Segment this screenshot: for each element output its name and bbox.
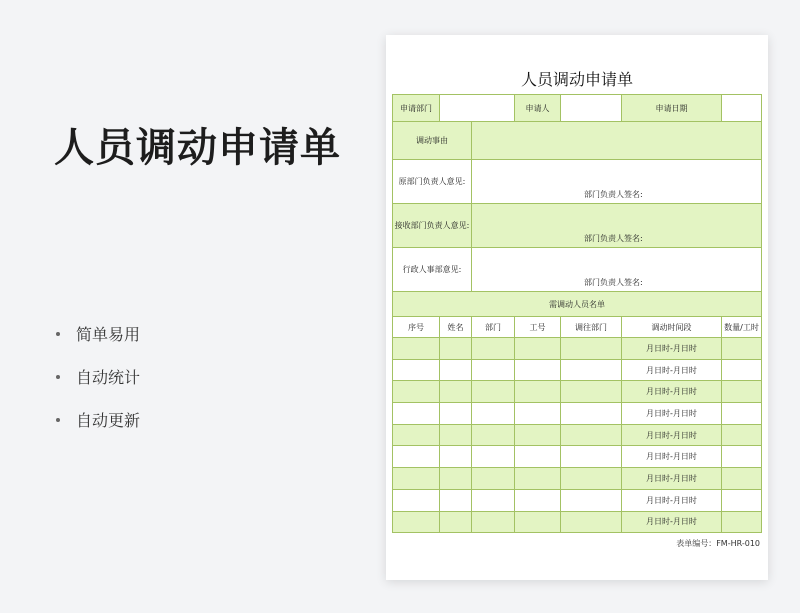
table-cell[interactable] [515,468,561,490]
table-cell[interactable] [440,359,472,381]
applicant-dept-field[interactable] [440,95,515,122]
table-row [393,511,762,533]
signature-label: 部门负责人签名: [584,278,643,287]
table-cell[interactable] [561,403,622,425]
column-header: 调动时间段 [622,317,722,338]
form-number: 表单编号：FM-HR-010 [676,539,760,548]
table-cell[interactable] [393,403,440,425]
table-cell[interactable] [515,359,561,381]
recv-dept-opinion-label: 接收部门负责人意见: [393,204,472,248]
table-cell[interactable] [472,468,515,490]
table-cell[interactable] [515,511,561,533]
table-cell[interactable] [472,359,515,381]
period-cell[interactable]: 月日时-月日时 [622,403,722,425]
recv-dept-opinion-field[interactable] [472,204,762,248]
period-cell[interactable]: 月日时-月日时 [622,424,722,446]
table-cell[interactable] [472,338,515,360]
reason-field[interactable] [472,122,762,160]
table-cell[interactable] [472,403,515,425]
table-cell[interactable] [722,359,762,381]
table-cell[interactable] [515,424,561,446]
table-row [393,424,762,446]
table-cell[interactable] [393,468,440,490]
form-title: 人员调动申请单 [520,70,633,89]
table-cell[interactable] [561,511,622,533]
table-cell[interactable] [393,489,440,511]
form-preview-sheet [386,35,768,580]
column-header: 调往部门 [561,317,622,338]
period-cell[interactable]: 月日时-月日时 [622,446,722,468]
column-header: 部门 [472,317,515,338]
table-cell[interactable] [561,381,622,403]
feature-list [56,312,140,441]
hr-opinion-label: 行政人事部意见: [393,248,472,292]
table-cell[interactable] [561,359,622,381]
table-row [393,338,762,360]
feature-label: 简单易用 [76,325,141,344]
table-cell[interactable] [393,446,440,468]
table-cell[interactable] [393,359,440,381]
table-cell[interactable] [472,381,515,403]
applicant-dept-label: 申请部门 [393,95,440,122]
table-cell[interactable] [393,338,440,360]
table-cell[interactable] [722,381,762,403]
column-header: 数量/工时 [722,317,762,338]
period-cell[interactable]: 月日时-月日时 [622,489,722,511]
period-cell[interactable]: 月日时-月日时 [622,359,722,381]
list-title: 需调动人员名单 [393,292,762,317]
table-cell[interactable] [515,338,561,360]
column-header: 姓名 [440,317,472,338]
apply-date-field[interactable] [722,95,762,122]
hr-opinion-field[interactable] [472,248,762,292]
table-cell[interactable] [472,446,515,468]
table-cell[interactable] [722,338,762,360]
period-cell[interactable]: 月日时-月日时 [622,381,722,403]
table-row [393,359,762,381]
period-cell[interactable]: 月日时-月日时 [622,468,722,490]
bullet-icon [56,332,60,336]
table-cell[interactable] [561,424,622,446]
page-title: 人员调动申请单 [54,125,341,171]
table-cell[interactable] [515,403,561,425]
orig-dept-opinion-label: 原部门负责人意见: [393,160,472,204]
signature-label: 部门负责人签名: [584,234,643,243]
table-row [393,446,762,468]
bullet-icon [56,418,60,422]
signature-label: 部门负责人签名: [584,190,643,199]
table-cell[interactable] [440,489,472,511]
feature-label: 自动更新 [76,411,141,430]
table-cell[interactable] [440,403,472,425]
period-cell[interactable]: 月日时-月日时 [622,511,722,533]
reason-label: 调动事由 [393,122,472,160]
transfer-form-table [392,94,762,533]
table-cell[interactable] [561,338,622,360]
feature-label: 自动统计 [76,368,141,387]
applicant-label: 申请人 [515,95,561,122]
orig-dept-opinion-field[interactable] [472,160,762,204]
table-row [393,468,762,490]
table-cell[interactable] [440,381,472,403]
table-cell[interactable] [722,468,762,490]
table-cell[interactable] [440,446,472,468]
table-cell[interactable] [393,381,440,403]
feature-item [56,398,140,441]
table-cell[interactable] [561,468,622,490]
period-cell[interactable]: 月日时-月日时 [622,338,722,360]
table-cell[interactable] [472,511,515,533]
table-cell[interactable] [722,489,762,511]
column-header: 工号 [515,317,561,338]
table-row [393,489,762,511]
table-cell[interactable] [440,338,472,360]
table-cell[interactable] [515,489,561,511]
table-cell[interactable] [515,381,561,403]
bullet-icon [56,375,60,379]
table-cell[interactable] [722,403,762,425]
feature-item [56,355,140,398]
table-cell[interactable] [393,511,440,533]
table-cell[interactable] [515,446,561,468]
table-row [393,403,762,425]
column-header: 序号 [393,317,440,338]
table-cell[interactable] [722,446,762,468]
table-cell[interactable] [472,424,515,446]
table-cell[interactable] [440,468,472,490]
feature-item [56,312,140,355]
table-cell[interactable] [440,511,472,533]
table-cell[interactable] [393,424,440,446]
table-cell[interactable] [472,489,515,511]
table-row [393,381,762,403]
apply-date-label: 申请日期 [622,95,722,122]
table-cell[interactable] [561,489,622,511]
table-cell[interactable] [722,424,762,446]
table-cell[interactable] [722,511,762,533]
applicant-field[interactable] [561,95,622,122]
table-cell[interactable] [440,424,472,446]
table-cell[interactable] [561,446,622,468]
